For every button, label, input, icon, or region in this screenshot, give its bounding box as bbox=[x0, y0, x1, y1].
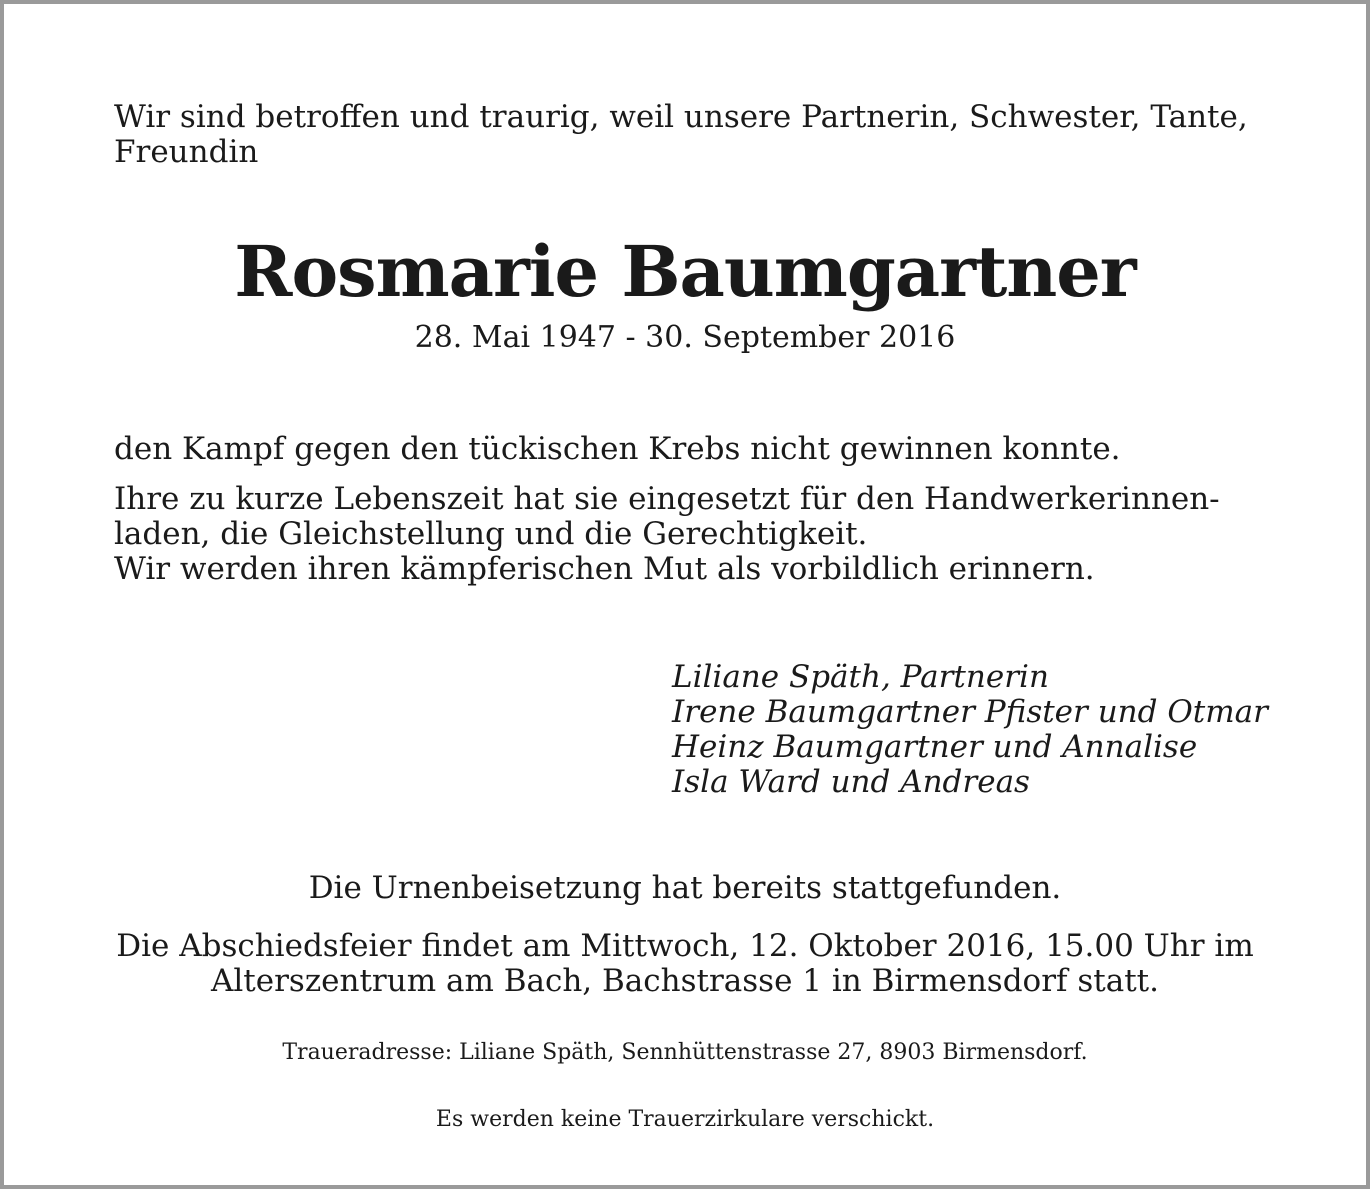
intro-text bbox=[114, 100, 1274, 170]
deceased-name: Rosmarie Baumgartner bbox=[234, 230, 1136, 313]
obituary-content bbox=[4, 4, 1366, 1185]
signature-line: Isla Ward und Andreas bbox=[672, 764, 1030, 800]
ceremony-line: Alterszentrum am Bach, Bachstrasse 1 in Birmensdorf statt. bbox=[211, 963, 1159, 999]
signature-line: Liliane Späth, Partnerin bbox=[672, 659, 1049, 695]
mourning-address: Traueradresse: Liliane Späth, Sennhüttenstrasse 27, 8903 Birmensdorf. bbox=[282, 1040, 1088, 1065]
body-line: Wir werden ihren kämpferischen Mut als vorbildlich erinnern. bbox=[114, 551, 1095, 587]
body-line: laden, die Gleichstellung und die Gerechtigkeit. bbox=[114, 516, 868, 552]
life-dates: 28. Mai 1947 - 30. September 2016 bbox=[414, 320, 956, 355]
body-paragraph bbox=[114, 482, 1294, 587]
body-line: den Kampf gegen den tückischen Krebs nicht gewinnen konnte. bbox=[114, 431, 1121, 467]
body-paragraph bbox=[114, 432, 1294, 467]
signatures-block bbox=[672, 660, 1268, 800]
signature-line: Heinz Baumgartner und Annalise bbox=[672, 729, 1198, 765]
burial-note: Die Urnenbeisetzung hat bereits stattgefunden. bbox=[308, 870, 1062, 906]
intro-line: Wir sind betroffen und traurig, weil unsere Partnerin, Schwester, Tante, bbox=[114, 99, 1248, 135]
ceremony-info bbox=[4, 929, 1366, 999]
intro-line: Freundin bbox=[114, 134, 259, 170]
body-line: Ihre zu kurze Lebenszeit hat sie eingesetzt für den Handwerkerinnen- bbox=[114, 481, 1220, 517]
signature-line: Irene Baumgartner Pfister und Otmar bbox=[672, 694, 1268, 730]
ceremony-line: Die Abschiedsfeier findet am Mittwoch, 12. Oktober 2016, 15.00 Uhr im bbox=[116, 928, 1254, 964]
circular-note: Es werden keine Trauerzirkulare verschickt. bbox=[435, 1107, 935, 1132]
